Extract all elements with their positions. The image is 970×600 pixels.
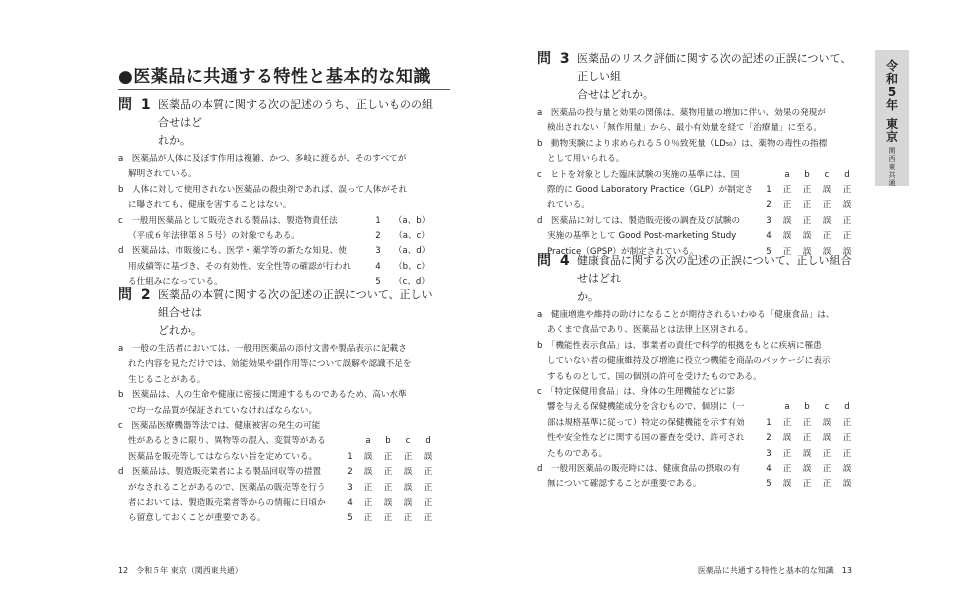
question-number: 問 2 — [118, 287, 153, 303]
statement-line: 解明されている。 — [128, 169, 197, 180]
question-text: どれか。 — [158, 324, 202, 337]
question-number: 問 3 — [537, 51, 572, 67]
answer-table-header: a b c d — [784, 169, 850, 180]
statement-line: c 一般用医薬品として販売される製品は、製造物責任法 — [118, 215, 338, 226]
question-number: 問 4 — [537, 253, 572, 269]
statement-line: c ヒトを対象とした臨床試験の実施の基準には、国 — [537, 169, 740, 180]
answer-option[interactable]: 1 （a、b） — [375, 215, 431, 226]
answer-option[interactable]: 5 正 正 正 正 — [347, 513, 433, 524]
side-tab-char: 京 — [885, 130, 898, 144]
statement-line: するものとして、国の個別の許可を受けたものである。 — [547, 371, 762, 382]
statement-line: 者においては、製造販売業者等からの情報に日頃か — [128, 498, 326, 509]
statement-line: る仕組みになっている。 — [128, 277, 223, 288]
chapter-side-tab — [875, 50, 909, 186]
answer-option[interactable]: 3 正 誤 正 正 — [766, 448, 852, 459]
question-1 — [118, 96, 438, 291]
answer-option[interactable]: 2 正 正 正 誤 — [766, 200, 852, 211]
side-tab-char: 5 — [887, 85, 897, 99]
statement-line: 用成績等に基づき、その有効性、安全性等の確認が行われ — [128, 261, 352, 272]
statement-line: c 医薬品医療機器等法では、健康被害の発生の可能 — [118, 421, 321, 432]
statement-line: ら留意しておくことが重要である。 — [128, 513, 266, 524]
statement-line: c 「特定保健用食品」は、身体の生理機能などに影 — [537, 387, 736, 398]
side-tab-subchar: 東 — [888, 163, 896, 171]
question-text: 医薬品のリスク評価に関する次の記述の正誤について、正しい組 — [577, 52, 852, 83]
statement-line: b 「機能性表示食品」は、事業者の責任で科学的根拠をもとに疾病に罹患 — [537, 340, 822, 351]
answer-option[interactable]: 4 （b、c） — [375, 261, 430, 272]
statement-line: 実施の基準として Good Post-marketing Study — [547, 231, 737, 242]
answer-table-header: a b c d — [365, 436, 431, 447]
statement-line: 響を与える保健機能成分を含むもので、個別に（一 — [547, 402, 745, 413]
question-text: 健康食品に関する次の記述の正誤について、正しい組合せはどれ — [577, 254, 852, 285]
answer-option[interactable]: 1 正 正 誤 正 — [766, 185, 852, 196]
answer-option[interactable]: 5 （c、d） — [375, 277, 430, 288]
answer-option[interactable]: 2 （a、c） — [375, 231, 430, 242]
statement-line: b 人体に対して使用されない医薬品の殺虫剤であれば、誤って人体がそれ — [118, 184, 408, 195]
statement-line: a 一般の生活者においては、一般用医薬品の添付文書や製品表示に記載さ — [118, 344, 407, 354]
answer-option[interactable]: 1 正 正 誤 正 — [766, 417, 852, 428]
answer-option[interactable]: 5 誤 正 正 誤 — [766, 479, 852, 490]
answer-option[interactable]: 3 （a、d） — [375, 246, 431, 257]
statement-line: Practice（GPSP）が制定されている。 — [547, 246, 699, 257]
section-title: ●医薬品に共通する特性と基本的な知識 — [118, 67, 431, 87]
question-text: 合せはどれか。 — [577, 88, 654, 101]
answer-options — [370, 214, 438, 291]
answer-table — [761, 168, 857, 260]
side-tab-char: 年 — [885, 98, 898, 112]
side-tab-char: 和 — [885, 72, 898, 86]
side-tab-subchar: 通 — [888, 179, 896, 187]
statement-line: b 動物実験により求められる５０％致死量（LD₅₀）は、薬物の毒性の指標 — [537, 138, 828, 149]
footer-right: 医薬品に共通する特性と基本的な知識 13 — [697, 566, 852, 575]
answer-table — [761, 385, 857, 493]
answer-option[interactable]: 4 正 誤 正 誤 — [766, 463, 852, 474]
statement-line: 生じることがある。 — [128, 374, 206, 385]
statement-line: 医薬品を販売等してはならない旨を定めている。 — [128, 451, 318, 462]
statement-line: a 医薬品が人体に及ぼす作用は複雑、かつ、多岐に渡るが、そのすべてが — [118, 154, 407, 164]
statement-line: 検出されない「無作用量」から、最小有効量を経て「治療量」に至る。 — [547, 123, 823, 134]
statement-line: に曝されても、健康を害することはない。 — [128, 200, 292, 211]
statement-line: d 医薬品に対しては、製造販売後の調査及び試験の — [537, 215, 741, 226]
answer-option[interactable]: 2 誤 正 誤 正 — [347, 467, 433, 478]
statement-line: 部は規格基準に従って）特定の保健機能を示す有効 — [547, 417, 745, 428]
question-text: 医薬品の本質に関する次の記述のうち、正しいものの組合せはど — [158, 98, 433, 129]
side-tab-subchar: 共 — [888, 171, 896, 179]
answer-table — [342, 419, 438, 527]
statement-line: a 健康増進や維持の助けになることが期待されるいわゆる「健康食品」は、 — [537, 310, 835, 320]
footer-left: 12 令和５年 東京（関西東共通） — [118, 566, 243, 575]
statement-line: れている。 — [547, 200, 590, 211]
question-text: れか。 — [158, 134, 191, 147]
question-text: 医薬品の本質に関する次の記述の正誤について、正しい組合せは — [158, 288, 433, 319]
statement-line: あくまで食品であり、医薬品とは法律上区別される。 — [547, 325, 754, 336]
statement-line: がなされることがあるので、医薬品の販売等を行う — [128, 482, 326, 493]
statement-line: d 医薬品は、市販後にも、医学・薬学等の新たな知見、使 — [118, 246, 347, 257]
answer-option[interactable]: 5 正 誤 誤 誤 — [766, 246, 852, 257]
statement-line: 際的に Good Laboratory Practice（GLP）が制定さ — [547, 185, 753, 196]
question-4 — [537, 252, 857, 493]
statement-line: 無について確認することが重要である。 — [547, 479, 702, 490]
answer-option[interactable]: 4 誤 誤 正 正 — [766, 231, 852, 242]
statement-line: で均一な品質が保証されていなければならない。 — [128, 405, 318, 416]
statement-line: a 医薬品の投与量と効果の関係は、薬物用量の増加に伴い、効果の発現が — [537, 108, 826, 118]
section-divider — [118, 89, 450, 90]
question-2 — [118, 286, 438, 527]
question-3 — [537, 50, 857, 260]
question-number: 問 1 — [118, 97, 153, 113]
question-text: か。 — [577, 290, 599, 303]
statement-line: （平成６年法律第８５号）の対象でもある。 — [128, 231, 300, 242]
side-tab-char: 東 — [885, 117, 898, 131]
statement-line: たものである。 — [547, 448, 608, 459]
side-tab-subchar: 西 — [888, 155, 896, 163]
statement-line: 性や安全性などに関する国の審査を受け、許可され — [547, 433, 745, 444]
answer-option[interactable]: 3 誤 正 誤 正 — [766, 215, 852, 226]
statement-line: していない者の健康維持及び増進に役立つ機能を商品のパッケージに表示 — [547, 356, 831, 367]
answer-option[interactable]: 1 誤 正 正 誤 — [347, 451, 433, 462]
statement-line: d 一般用医薬品の販売時には、健康食品の摂取の有 — [537, 464, 741, 475]
answer-table-header: a b c d — [784, 402, 850, 413]
statement-line: 性があるときに限り、異物等の混入、変質等がある — [128, 436, 326, 447]
statement-line: として用いられる。 — [547, 154, 625, 165]
statement-line: d 医薬品は、製造販売業者による製品回収等の措置 — [118, 467, 322, 478]
side-tab-char: 令 — [885, 59, 898, 73]
answer-option[interactable]: 2 誤 正 誤 正 — [766, 433, 852, 444]
statement-line: れた内容を見ただけでは、効能効果や副作用等について誤解や認識不足を — [128, 359, 412, 370]
statement-line: b 医薬品は、人の生命や健康に密接に関連するものであるため、高い水準 — [118, 390, 407, 401]
answer-option[interactable]: 3 正 正 誤 正 — [347, 482, 433, 493]
answer-option[interactable]: 4 正 誤 誤 正 — [347, 497, 433, 508]
side-tab-subchar: 関 — [888, 147, 896, 155]
